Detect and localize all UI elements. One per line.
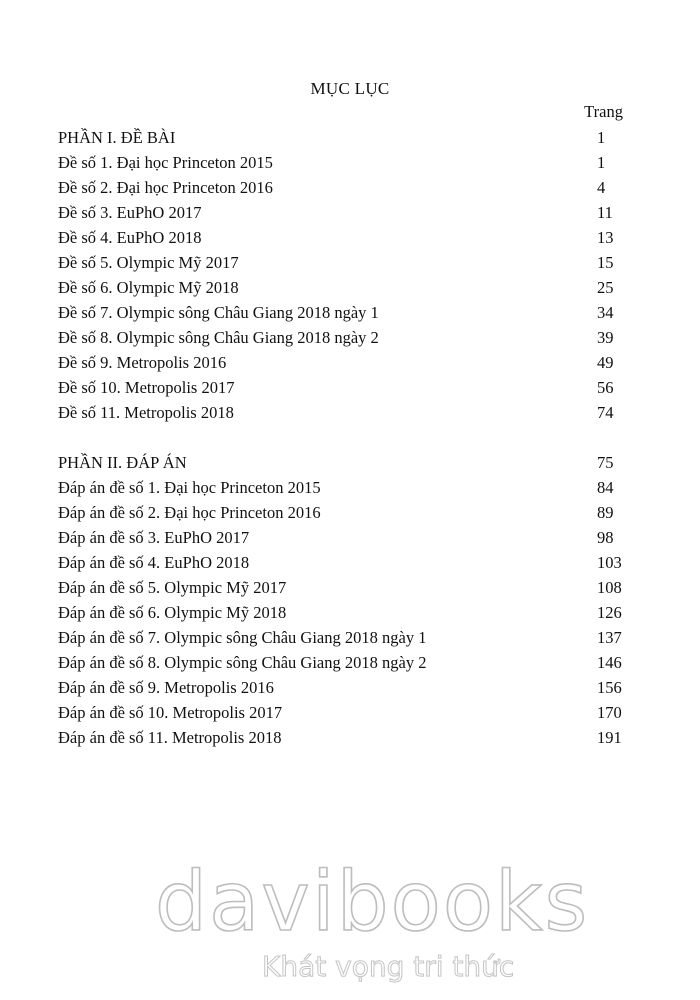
toc-entry [58,475,643,500]
toc-entry-label: Đề số 6. Olympic Mỹ 2018 [58,278,239,297]
section-heading-page: 75 [597,453,614,472]
toc-entry [58,725,643,750]
toc-entry-label: Đáp án đề số 6. Olympic Mỹ 2018 [58,603,287,622]
section-heading-label: PHẦN I. ĐỀ BÀI [58,128,176,147]
toc-entry-page: 146 [597,653,622,672]
toc-entry-label: Đề số 7. Olympic sông Châu Giang 2018 ngày 1 [58,303,379,322]
toc-entry-page: 34 [597,303,614,322]
toc-entry [58,650,643,675]
watermark-brand: davibooks [155,855,590,950]
toc-entry-page: 89 [597,503,614,522]
toc-entry-label: Đáp án đề số 10. Metropolis 2017 [58,703,283,722]
toc-entry [58,350,643,375]
toc-entry-page: 126 [597,603,622,622]
toc-entry-page: 1 [597,153,606,172]
toc-entry-page: 25 [597,278,614,297]
toc-entry [58,625,643,650]
toc-entry-label: Đáp án đề số 2. Đại học Princeton 2016 [58,503,321,522]
toc-entry-label: Đáp án đề số 7. Olympic sông Châu Giang 2018 ngày 1 [58,628,427,647]
watermark-slogan: Khát vọng tri thức [262,950,515,983]
toc-entry-page: 84 [597,478,614,497]
toc-entry-label: Đáp án đề số 11. Metropolis 2018 [58,728,282,747]
toc-entry-label: Đáp án đề số 4. EuPhO 2018 [58,553,250,572]
section-heading-2 [58,450,643,475]
toc-entry [58,300,643,325]
toc-entry-label: Đề số 10. Metropolis 2017 [58,378,235,397]
toc-entry-page: 11 [597,203,613,222]
toc-entry-label: Đề số 4. EuPhO 2018 [58,228,202,247]
toc-entry-label: Đề số 11. Metropolis 2018 [58,403,234,422]
page-title: MỤC LỤC [310,79,390,98]
toc-entry [58,675,643,700]
toc-entry-page: 170 [597,703,622,722]
toc-entry [58,200,643,225]
toc-entry-page: 108 [597,578,622,597]
toc-entry [58,250,643,275]
toc-entry [58,150,643,175]
toc-entry-page: 137 [597,628,622,647]
toc-entry [58,525,643,550]
toc-entry-page: 56 [597,378,614,397]
toc-entry-label: Đáp án đề số 1. Đại học Princeton 2015 [58,478,321,497]
toc-entry-page: 4 [597,178,606,197]
toc-entry [58,400,643,425]
page-column-header: Trang [584,102,623,121]
toc-entry-page: 74 [597,403,614,422]
toc-entry [58,225,643,250]
toc-entry [58,175,643,200]
toc-entry-page: 98 [597,528,614,547]
toc-entry-label: Đề số 9. Metropolis 2016 [58,353,227,372]
toc-entry-label: Đề số 5. Olympic Mỹ 2017 [58,253,239,272]
toc-entry [58,550,643,575]
toc-entry-label: Đáp án đề số 5. Olympic Mỹ 2017 [58,578,287,597]
toc-entry-page: 49 [597,353,614,372]
toc-entry-label: Đáp án đề số 9. Metropolis 2016 [58,678,274,697]
section-heading-page: 1 [597,128,606,147]
toc-entry-label: Đáp án đề số 3. EuPhO 2017 [58,528,250,547]
toc-entry [58,700,643,725]
toc-entry [58,600,643,625]
toc-entry-page: 39 [597,328,614,347]
toc-entry-label: Đề số 8. Olympic sông Châu Giang 2018 ngày 2 [58,328,379,347]
section-heading-1 [58,125,643,150]
toc-entry [58,500,643,525]
toc-entry [58,275,643,300]
toc-entry-page: 103 [597,553,622,572]
toc-entry-page: 156 [597,678,622,697]
toc-entry-label: Đề số 3. EuPhO 2017 [58,203,202,222]
toc-entry-page: 191 [597,728,622,747]
toc-entry [58,575,643,600]
toc-entry-page: 13 [597,228,614,247]
toc-entry [58,325,643,350]
toc-entry [58,375,643,400]
toc-entry-label: Đề số 1. Đại học Princeton 2015 [58,153,273,172]
section-heading-label: PHẦN II. ĐÁP ÁN [58,453,187,472]
toc-entry-label: Đề số 2. Đại học Princeton 2016 [58,178,273,197]
toc-entry-label: Đáp án đề số 8. Olympic sông Châu Giang 2018 ngày 2 [58,653,427,672]
toc-entry-page: 15 [597,253,614,272]
